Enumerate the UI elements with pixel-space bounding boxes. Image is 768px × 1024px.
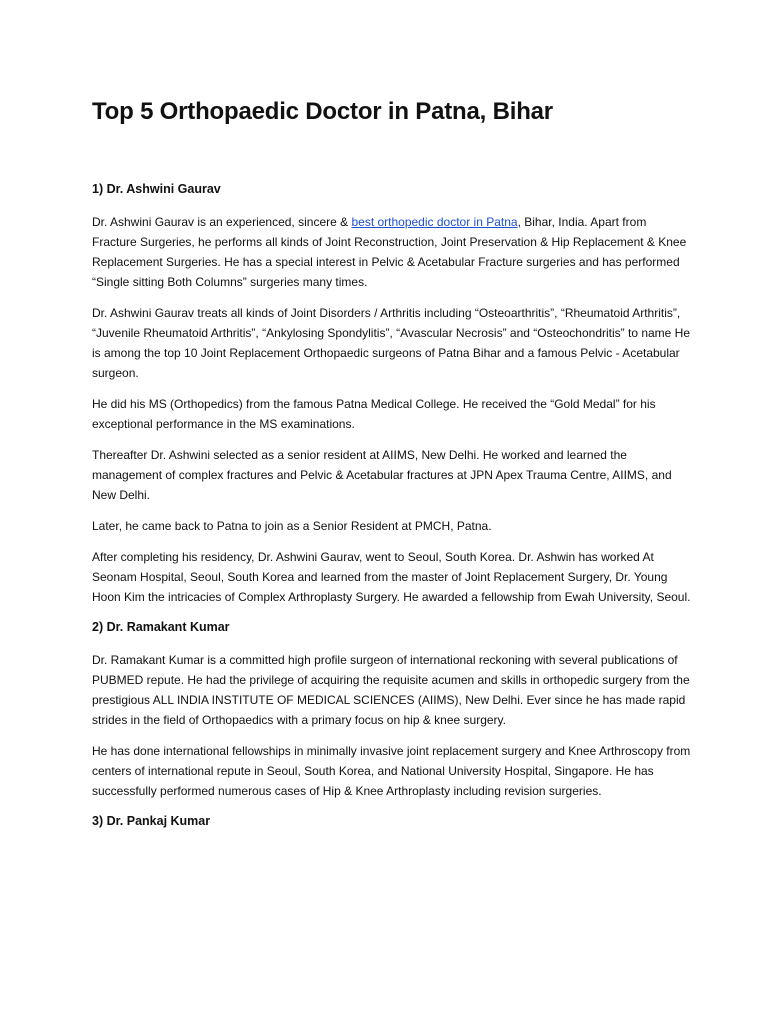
doctor-1-paragraph-1-start: Dr. Ashwini Gaurav is an experienced, sincere & bbox=[92, 215, 352, 229]
doctor-1-paragraph-2: Dr. Ashwini Gaurav treats all kinds of Joint Disorders / Arthritis including “Osteoarthritis”, “Rheumatoid Arthritis”, “Juvenile Rheumatoid Arthritis”, “Ankylosing Spondylitis”, “Avascular Necrosis” and “Osteochondritis” to name He is among the top 10 Joint Replacement Orthopaedic surgeons of Patna Bihar and a famous Pelvic - Acetabular surgeon. bbox=[92, 306, 691, 380]
doctor-2-paragraph-2: He has done international fellowships in minimally invasive joint replacement surgery and Knee Arthroscopy from centers of international repute in Seoul, South Korea, and National University Hospital, Singapore. He has successfully performed numerous cases of Hip & Knee Arthroplasty including revision surgeries. bbox=[92, 744, 691, 798]
doctor-section-2 bbox=[92, 618, 692, 801]
document-content bbox=[92, 96, 692, 844]
doctor-1-paragraph-3: He did his MS (Orthopedics) from the famous Patna Medical College. He received the “Gold Medal” for his exceptional performance in the MS examinations. bbox=[92, 397, 656, 431]
doctor-heading-1: 1) Dr. Ashwini Gaurav bbox=[92, 182, 221, 196]
page-title: Top 5 Orthopaedic Doctor in Patna, Bihar bbox=[92, 98, 553, 125]
doctor-2-paragraph-1: Dr. Ramakant Kumar is a committed high profile surgeon of international reckoning with several publications of PUBMED repute. He had the privilege of acquiring the requisite acumen and skills in orthopedic surgery from the prestigious ALL INDIA INSTITUTE OF MEDICAL SCIENCES (AIIMS), New Delhi. Ever since he has made rapid strides in the field of Orthopaedics with a primary focus on hip & knee surgery. bbox=[92, 653, 690, 727]
doctor-1-paragraph-1-end: , Bihar, India. Apart from Fracture Surgeries, he performs all kinds of Joint Reconstruction, Joint Preservation & Hip Replacement & Knee Replacement Surgeries. He has a special interest in Pelvic & Acetabular Fracture surgeries and has performed “Single sitting Both Columns” surgeries many times. bbox=[92, 215, 687, 289]
doctor-1-paragraph-6: After completing his residency, Dr. Ashwini Gaurav, went to Seoul, South Korea. Dr. Ashwin has worked At Seonam Hospital, Seoul, South Korea and learned from the master of Joint Replacement Surgery, Dr. Young Hoon Kim the intricacies of Complex Arthroplasty Surgery. He awarded a fellowship from Ewah University, Seoul. bbox=[92, 550, 691, 604]
doctor-section-3 bbox=[92, 812, 692, 830]
best-orthopedic-doctor-link[interactable]: best orthopedic doctor in Patna bbox=[351, 215, 518, 229]
doctor-heading-3: 3) Dr. Pankaj Kumar bbox=[92, 814, 211, 828]
doctor-1-paragraph-5: Later, he came back to Patna to join as a Senior Resident at PMCH, Patna. bbox=[92, 519, 492, 533]
doctor-1-paragraph-4: Thereafter Dr. Ashwini selected as a senior resident at AIIMS, New Delhi. He worked and learned the management of complex fractures and Pelvic & Acetabular fractures at JPN Apex Trauma Centre, AIIMS, and New Delhi. bbox=[92, 448, 672, 502]
doctor-heading-2: 2) Dr. Ramakant Kumar bbox=[92, 620, 230, 634]
doctor-section-1 bbox=[92, 180, 692, 607]
doctor-1-paragraph-1 bbox=[92, 212, 692, 292]
